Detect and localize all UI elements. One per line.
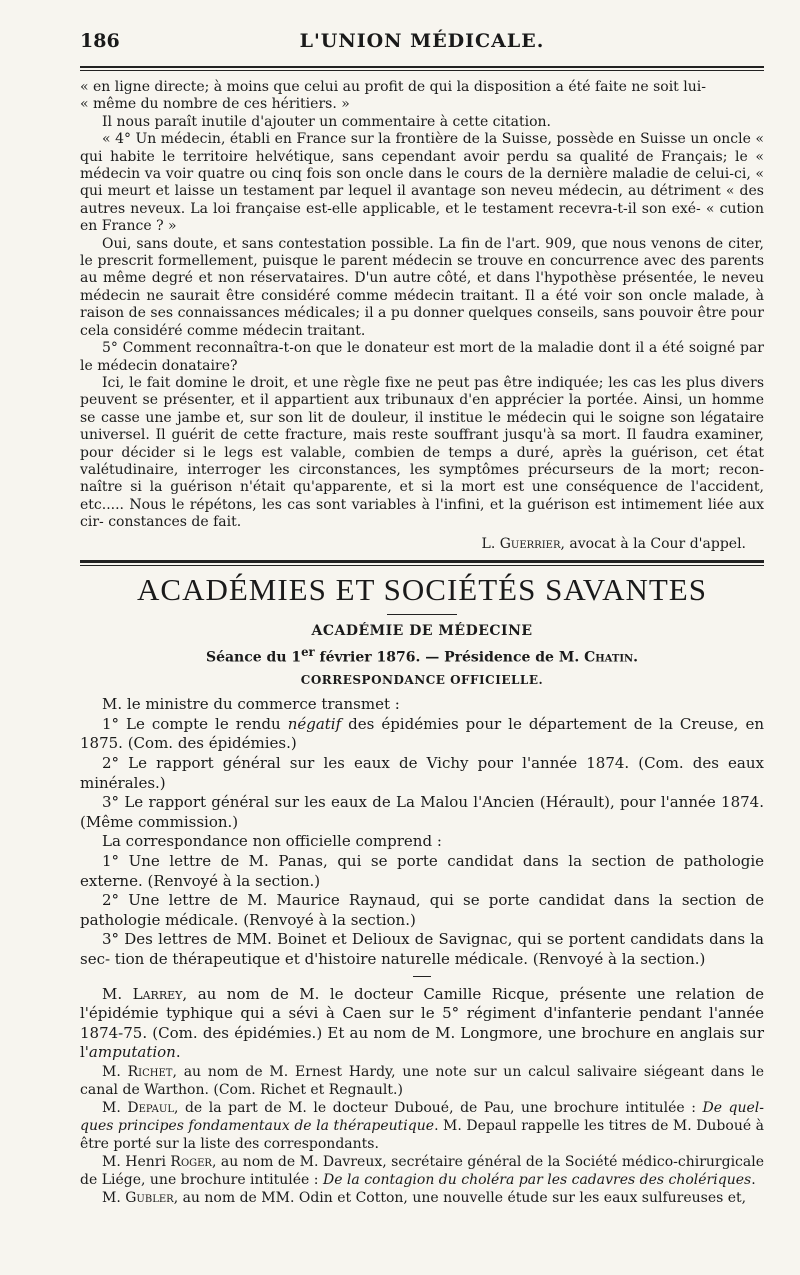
paragraph: Il nous paraît inutile d'ajouter un commentaire à cette citation. [102,113,551,130]
header-rule [80,66,764,71]
short-rule [413,976,431,977]
list-item: 2° Une lettre de M. Maurice Raynaud, qui se porte candidat dans la section de pathologie médicale. (Renvoyé à la section.) [80,891,764,929]
paragraph: M. le ministre du commerce transmet : [102,695,400,714]
list-item: 2° Le rapport général sur les eaux de Vichy pour l'année 1874. (Com. des eaux minérales.) [80,754,764,792]
academy-title: ACADÉMIE DE MÉDECINE [311,622,533,639]
list-item: 3° Le rapport général sur les eaux de La Malou l'Ancien (Hérault), pour l'année 1874. (Même commission.) [80,793,764,831]
paragraph: Ici, le fait domine le droit, et une règle fixe ne peut pas être indiquée; les cas les plus divers peuvent se présenter, et il appartient aux tribunaux d'en apprécier la portée. Ainsi, un homme se casse une jambe et, sur son lit de douleur, il institue le médecin qui le soigne son légataire universel. Il guérit de cette fracture, mais reste souffrant jusqu'à sa mort. Il faudra examiner, pour décider si le legs est valable, combien de temps a duré, après la guérison, cet état valétudinaire, interroger les circonstances, les symptômes précurseurs de la mort; recon- naître si la guérison n'était qu'apparente, et si la mort est une conséquence de l'accident, etc..... Nous le répétons, les cas sont variables à l'infini, et la guérison est intimement liée aux cir- constances de fait. [80,374,764,531]
member-presentations-continued [80,1063,764,1207]
correspondence-title: CORRESPONDANCE OFFICIELLE. [300,673,544,688]
member-presentations [80,985,764,1063]
paragraph: Oui, sans doute, et sans contestation possible. La fin de l'art. 909, que nous venons de citer, le prescrit formellement, puisque le parent médecin se trouve en concurrence avec des parents au même degré et non réservataires. D'un autre côté, et dans l'hypothèse présentée, le neveu médecin ne saurait être considéré comme médecin traitant. Il a été voir son oncle malade, à raison de ses connaissances médicales; il a pu donner quelques conseils, sans pouvoir être pour cela considéré comme médecin traitant. [80,235,764,339]
list-item: 1° Une lettre de M. Panas, qui se porte candidat dans la section de pathologie externe. (Renvoyé à la section.) [80,851,764,890]
paragraph: La correspondance non officielle comprend : [102,832,442,851]
paragraph: M. Larrey, au nom de M. le docteur Camille Ricque, présente une relation de l'épidémie typhique qui a sévi à Caen sur le 5° régiment d'infanterie pendant l'année 1874-75. (Com. des épidémies.) Et au nom de M. Longmore, une brochure en anglais sur l'amputation. [80,984,764,1062]
signature: L. Guerrier, avocat à la Cour d'appel. [481,535,746,552]
paragraph: M. Depaul, de la part de M. le docteur Duboué, de Pau, une brochure intitulée : De quel- ques principes fondamentaux de la thérapeutique. M. Depaul rappelle les titres de M. Duboué à être porté sur la liste des correspondants. [80,1099,764,1152]
legal-article-continuation [80,79,764,552]
section-title: ACADÉMIES ET SOCIÉTÉS SAVANTES [137,571,707,607]
seance-line: Séance du 1er février 1876. — Présidence de M. Chatin. [205,644,639,666]
official-correspondence [80,695,764,969]
paragraph: M. Gubler, au nom de MM. Odin et Cotton, une nouvelle étude sur les eaux sulfureuses et, [102,1189,747,1206]
question-5: 5° Comment reconnaîtra-t-on que le donateur est mort de la maladie dont il a été soigné par le médecin donataire? [80,340,764,374]
page-header [80,30,764,60]
quote-line: « même du nombre de ces héritiers. » [80,96,350,113]
section-rule [80,560,764,566]
paragraph: M. Richet, au nom de M. Ernest Hardy, une note sur un calcul salivaire siégeant dans le canal de Warthon. (Com. Richet et Regnault.) [80,1063,764,1098]
list-item: 3° Des lettres de MM. Boinet et Delioux de Savignac, qui se portent candidats dans la sec- tion de thérapeutique et d'histoire naturelle médicale. (Renvoyé à la section.) [80,930,764,968]
short-rule [387,614,457,615]
page-number: 186 [80,30,120,52]
quote-line: « en ligne directe; à moins que celui au profit de qui la disposition a été faite ne soit lui- [80,79,706,95]
running-title: L'UNION MÉDICALE. [299,30,545,52]
president-name: Chatin [584,649,634,666]
quoted-question-4: « 4° Un médecin, établi en France sur la frontière de la Suisse, possède en Suisse un oncle « qui habite le territoire helvétique, sans cependant avoir perdu sa qualité de Français; le « médecin va voir quatre ou cinq fois son oncle dans le cours de la dernière maladie de celui-ci, « qui meurt et laisse un testament par lequel il avantage son neveu médecin, au détriment « des autres neveux. La loi française est-elle applicable, et le testament recevra-t-il son exé- « cution en France ? » [80,131,764,235]
list-item: 1° Le compte le rendu négatif des épidémies pour le département de la Creuse, en 1875. (Com. des épidémies.) [80,714,764,753]
paragraph: M. Henri Roger, au nom de M. Davreux, secrétaire général de la Société médico-chirurgicale de Liége, une brochure intitulée : De la contagion du choléra par les cadavres des cholériques. [80,1153,764,1188]
author-name: Guerrier [499,535,561,552]
